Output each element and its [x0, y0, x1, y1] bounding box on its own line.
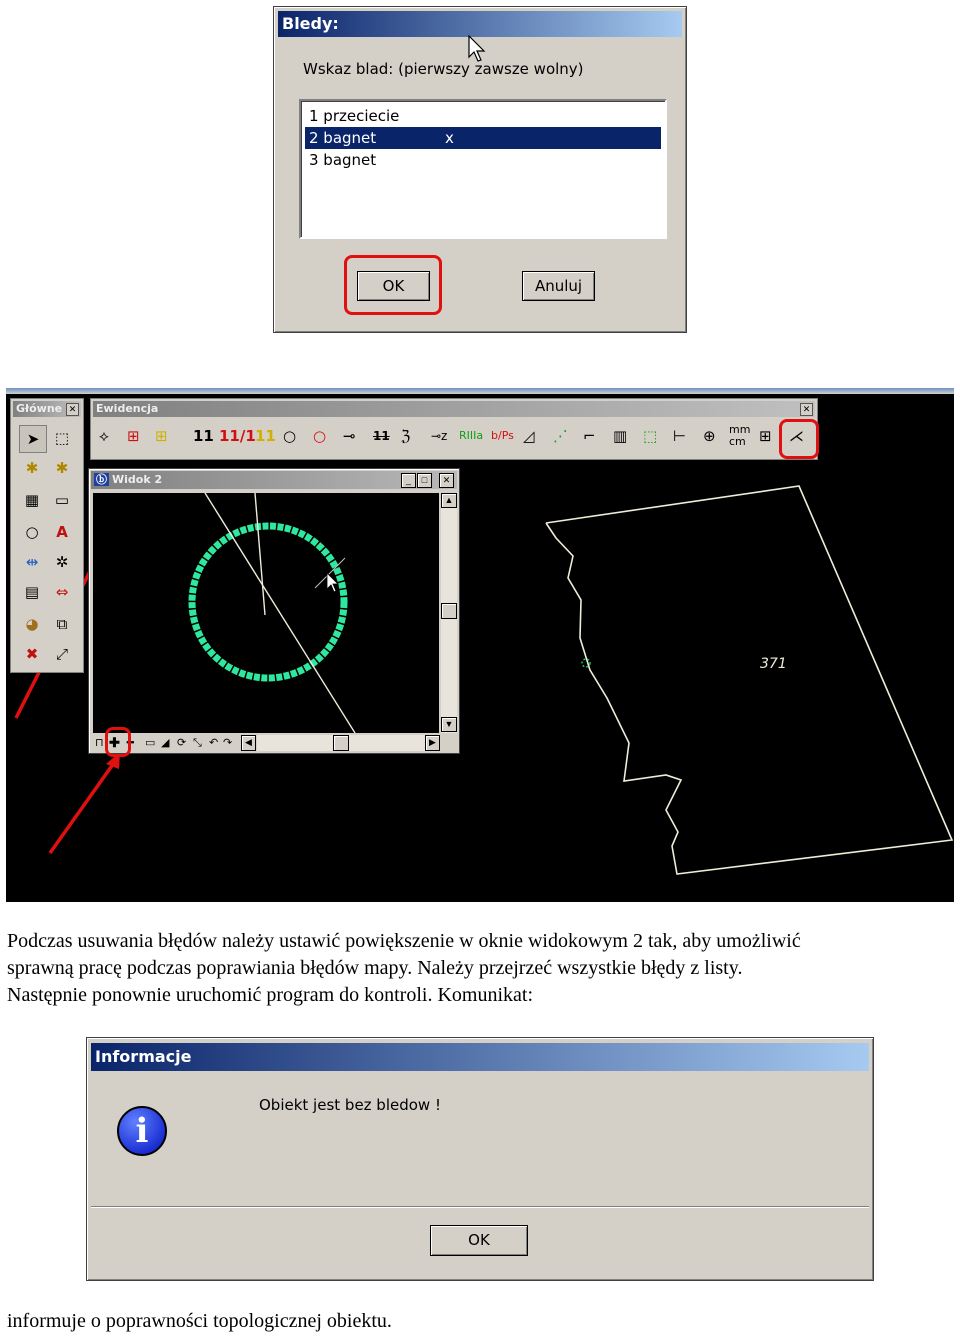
map-line — [255, 493, 265, 615]
palette-icon[interactable]: ◕ — [25, 615, 39, 633]
list-item[interactable]: 3 bagnet — [309, 151, 377, 169]
land-use-button[interactable]: b/Ps — [491, 429, 514, 442]
info-message: Obiekt jest bez bledow ! — [259, 1096, 441, 1114]
scroll-left-button[interactable]: ◀ — [241, 735, 256, 751]
pointer-arrow — [50, 760, 116, 853]
table-icon[interactable]: ⊞ — [759, 427, 772, 445]
z-marker-icon[interactable]: ⊸z — [431, 429, 448, 443]
pan-icon[interactable]: ⤡ — [193, 737, 202, 749]
errors-dialog — [273, 6, 687, 333]
parcel-label: 371 — [760, 656, 787, 672]
dashed-line-icon[interactable]: ⋰ — [553, 427, 568, 445]
close-icon[interactable]: ✕ — [66, 403, 79, 416]
mouse-cursor-icon — [468, 35, 486, 63]
paragraph-line: Podczas usuwania błędów należy ustawić powiększenie w oknie widokowym 2 tak, aby umożliwić — [7, 930, 801, 952]
point-place-icon[interactable]: ✱ — [25, 459, 39, 477]
measure-icon[interactable]: ⇔ — [55, 583, 69, 601]
boundary-icon[interactable]: ℨ — [401, 427, 411, 445]
zoom-out-icon[interactable]: ━ — [127, 737, 134, 749]
view-controls-bar — [93, 735, 457, 751]
check-tool-highlight — [779, 419, 819, 459]
dimension-icon[interactable]: ⇹ — [25, 553, 39, 571]
dotted-area-icon[interactable]: ⬚ — [643, 427, 658, 445]
undo-view-icon[interactable]: ↶ — [209, 737, 219, 749]
node-icon[interactable]: ⊸ — [343, 427, 356, 445]
lock-icon[interactable]: ⊓ — [95, 737, 104, 749]
list-item-mark: x — [445, 129, 454, 147]
vertical-scrollbar[interactable] — [441, 493, 457, 733]
circle-icon[interactable]: ○ — [25, 523, 39, 541]
grid-red-icon[interactable]: ⊞ — [127, 427, 140, 445]
scale-icon[interactable]: ⤢ — [55, 645, 68, 663]
view-window-title: ⓑ Widok 2 — [91, 471, 457, 489]
maximize-button[interactable]: □ — [417, 473, 432, 488]
ewidencja-toolbar — [90, 398, 818, 460]
scroll-thumb[interactable] — [441, 603, 457, 619]
select-arrow-icon[interactable]: ➤ — [19, 425, 47, 453]
soil-class-button[interactable]: RIIIa — [459, 429, 484, 442]
footer-text: informuje o poprawności topologicznej obiektu. — [7, 1310, 392, 1332]
errors-listbox[interactable] — [299, 99, 667, 239]
scroll-up-button[interactable]: ▲ — [441, 493, 457, 508]
network-icon[interactable]: ⟡ — [99, 427, 109, 445]
minimize-button[interactable]: _ — [401, 473, 416, 488]
cell-icon[interactable]: ▤ — [24, 583, 40, 601]
fence-select-icon[interactable]: ⬚ — [54, 429, 70, 447]
app-logo-icon: ⓑ — [96, 473, 107, 486]
paragraph-line: sprawną pracę podczas poprawiania błędów mapy. Należy przejrzeć wszystkie błędy z listy. — [7, 957, 743, 979]
close-button[interactable]: ✕ — [439, 473, 454, 488]
mouse-cursor-icon — [327, 573, 338, 592]
cancel-button[interactable]: Anuluj — [522, 271, 595, 301]
circle-red-icon[interactable]: ○ — [313, 427, 327, 445]
scroll-right-button[interactable]: ▶ — [425, 735, 440, 751]
toolbar-icons — [97, 421, 813, 451]
bracket-icon[interactable]: ⌐ — [583, 427, 596, 445]
list-item[interactable]: 1 przeciecie — [309, 107, 400, 125]
info-icon: i — [117, 1106, 167, 1156]
delete-icon[interactable]: ✖ — [25, 645, 39, 663]
ewidencja-toolbar-title: Ewidencja — [93, 401, 815, 417]
paragraph-line: Następnie ponownie uruchomić program do kontroli. Komunikat: — [7, 984, 534, 1006]
circle-black-icon[interactable]: ○ — [283, 427, 297, 445]
axis-icon[interactable]: ⊢ — [673, 427, 687, 445]
building-icon[interactable]: ▥ — [613, 427, 628, 445]
text-icon[interactable]: A — [56, 523, 68, 541]
hatch-icon[interactable]: ▦ — [24, 491, 40, 509]
info-dialog — [86, 1037, 874, 1281]
fit-view-icon[interactable]: ◢ — [161, 737, 170, 749]
survey-point-icon[interactable]: ⊕ — [703, 427, 716, 445]
rotate-icon[interactable]: ⟳ — [177, 737, 187, 749]
errors-dialog-title: Bledy: — [278, 11, 682, 37]
grid-yellow-icon[interactable]: ⊞ — [155, 427, 168, 445]
redo-view-icon[interactable]: ↷ — [223, 737, 233, 749]
map-screen — [6, 388, 954, 902]
parcel-subnumber-button[interactable]: 11/1 — [219, 427, 256, 445]
divider — [91, 1206, 869, 1208]
units-button[interactable]: mm cm — [729, 423, 751, 448]
point-edit-icon[interactable]: ✱ — [55, 459, 69, 477]
info-dialog-title: Informacje — [91, 1043, 869, 1071]
view-window — [88, 468, 460, 754]
view-drawing — [93, 493, 439, 733]
window-area-icon[interactable]: ▭ — [145, 737, 156, 749]
parcel-number-yellow-button[interactable]: 11 — [255, 427, 276, 445]
zoom-circle — [192, 526, 344, 678]
check-topology-icon[interactable]: ⋌ — [789, 427, 804, 445]
list-item-selected[interactable]: 2 bagnet x — [305, 127, 661, 149]
view-canvas[interactable] — [93, 493, 439, 733]
close-icon[interactable]: ✕ — [800, 403, 813, 416]
copy-icon[interactable]: ⧉ — [56, 615, 68, 633]
scroll-down-button[interactable]: ▼ — [441, 717, 457, 732]
rectangle-icon[interactable]: ▭ — [54, 491, 70, 509]
zoom-in-icon[interactable]: ✚ — [109, 735, 120, 750]
main-palette-title: Główne — [13, 401, 81, 417]
errors-dialog-prompt: Wskaz blad: (pierwszy zawsze wolny) — [303, 60, 584, 78]
horizontal-scroll-thumb[interactable] — [333, 735, 349, 751]
zoom-in-highlight — [105, 727, 131, 757]
info-ok-button[interactable]: OK — [430, 1225, 528, 1256]
polygon-icon[interactable]: ◿ — [523, 427, 535, 445]
main-palette — [10, 398, 84, 673]
snap-icon[interactable]: ✲ — [55, 553, 69, 571]
ok-button[interactable]: OK — [357, 271, 430, 301]
parcel-number-button[interactable]: 11 — [193, 427, 214, 445]
strike-number-icon[interactable]: 11 — [373, 429, 390, 443]
